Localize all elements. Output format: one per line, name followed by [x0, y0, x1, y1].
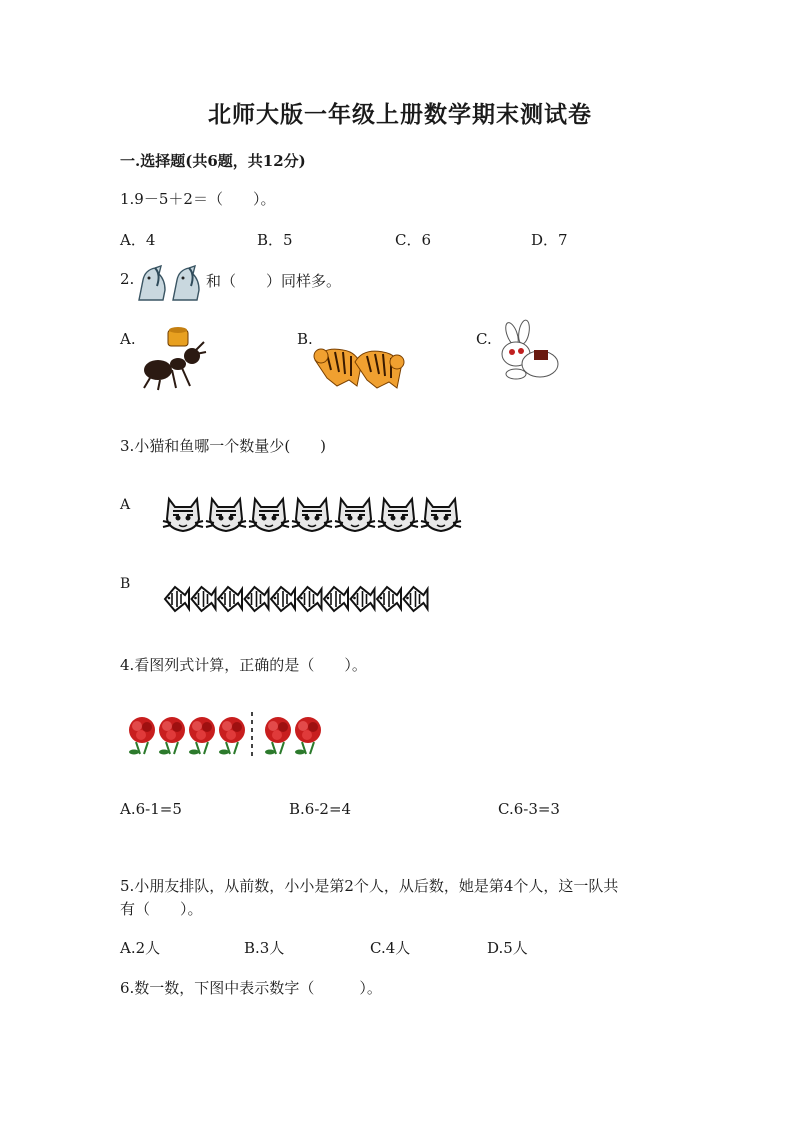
question-2-prefix: 2.	[120, 270, 135, 288]
q2-option-a[interactable]: A.	[120, 330, 136, 348]
rabbit-icon	[494, 322, 564, 384]
flower-icon	[129, 717, 155, 755]
question-1: 1.9－5＋2＝（ ）。	[120, 190, 276, 208]
tiger-icon	[355, 351, 404, 388]
q5-option-c[interactable]: C.4人	[370, 939, 411, 957]
question-4: 4.看图列式计算，正确的是（ ）。	[120, 656, 367, 674]
fish-icon	[165, 587, 189, 611]
cat-icon	[206, 499, 246, 531]
cat-icon	[421, 499, 461, 531]
cats-row	[163, 493, 473, 533]
question-3: 3.小猫和鱼哪一个数量少( )	[120, 437, 327, 455]
fish-icon	[404, 587, 428, 611]
q4-option-a[interactable]: A.6-1=5	[120, 800, 182, 818]
tigers-icon	[313, 330, 403, 388]
q4-option-b[interactable]: B.6-2=4	[289, 800, 352, 818]
cat-icon	[335, 499, 375, 531]
q1-option-d[interactable]: D．7	[531, 231, 568, 249]
fish-icon	[377, 587, 401, 611]
cat-icon	[378, 499, 418, 531]
fish-icon	[351, 587, 375, 611]
row-a-label: A	[120, 497, 131, 513]
horse-icon	[139, 266, 165, 300]
row-b-label: B	[120, 576, 131, 592]
fish-icon	[192, 587, 216, 611]
question-5-line-2: 有（ ）。	[120, 900, 203, 918]
fish-icon	[271, 587, 295, 611]
horse-icons	[135, 264, 205, 304]
flower-icon	[159, 717, 185, 755]
flower-icon	[265, 717, 291, 755]
flower-icon	[189, 717, 215, 755]
flowers-picture	[120, 710, 335, 760]
cat-icon	[163, 499, 203, 531]
q5-option-a[interactable]: A.2人	[120, 939, 161, 957]
fish-row	[163, 583, 448, 615]
horse-icon	[173, 266, 199, 300]
q2-option-b[interactable]: B.	[297, 330, 313, 348]
flower-icon	[295, 717, 321, 755]
fish-icon	[245, 587, 269, 611]
q1-option-c[interactable]: C．6	[395, 231, 432, 249]
q2-option-c[interactable]: C.	[476, 330, 492, 348]
q5-option-d[interactable]: D.5人	[487, 939, 528, 957]
q4-option-c[interactable]: C.6-3=3	[498, 800, 560, 818]
question-5-line-1: 5.小朋友排队，从前数，小小是第2个人，从后数，她是第4个人，这一队共	[120, 877, 619, 895]
cat-icon	[292, 499, 332, 531]
q1-option-b[interactable]: B．5	[257, 231, 293, 249]
page-title: 北师大版一年级上册数学期末测试卷	[208, 101, 592, 128]
fish-icon	[324, 587, 348, 611]
tiger-icon	[314, 349, 361, 386]
flower-icon	[219, 717, 245, 755]
cat-icon	[249, 499, 289, 531]
section-heading: 一.选择题(共6题，共12分)	[120, 152, 306, 170]
fish-icon	[298, 587, 322, 611]
question-6: 6.数一数，下图中表示数字（ ）。	[120, 979, 382, 997]
fish-icon	[218, 587, 242, 611]
q5-option-b[interactable]: B.3人	[244, 939, 285, 957]
q1-option-a[interactable]: A．4	[120, 231, 156, 249]
question-2-text: 和（ ）同样多。	[206, 272, 342, 290]
ant-icon	[140, 326, 210, 392]
